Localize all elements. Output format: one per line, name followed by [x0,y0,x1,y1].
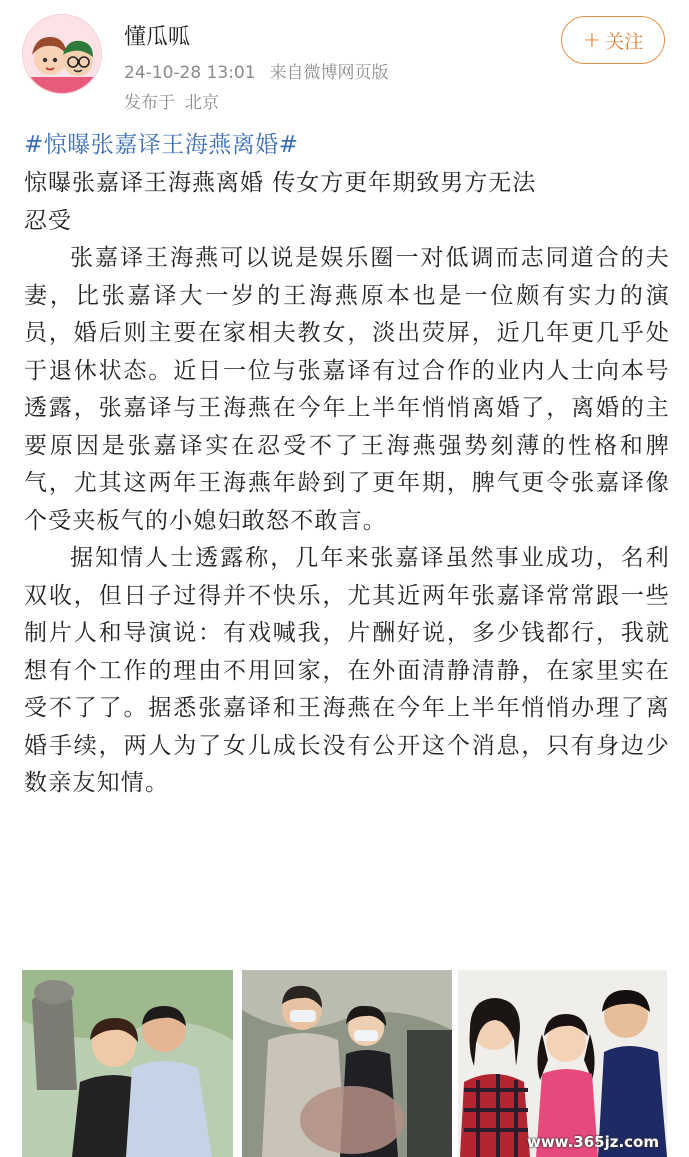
timestamp: 24-10-28 13:01 [124,63,256,83]
avatar[interactable] [22,14,102,94]
username[interactable]: 懂瓜呱 [124,25,191,50]
couple-photo-icon [22,970,233,1157]
photo-2[interactable] [242,970,452,1157]
photo-grid [22,970,667,1157]
post-title-line-2: 忍受 [24,208,72,234]
photo-1[interactable] [22,970,233,1157]
post-paragraph-2: 据知情人士透露称，几年来张嘉译虽然事业成功，名利双收，但日子过得并不快乐，尤其近两年张嘉译常常跟一些制片人和导演说：有戏喊我，片酬好说，多少钱都行，我就想有个工作的理由不用回家，在外面清静清静，在家里实在受不了了。据悉张嘉译和王海燕在今年上半年悄悄办理了离婚手续，两人为了女儿成长没有公开这个消息，只有身边少数亲友知情。 [24,545,670,796]
topic-hashtag-link[interactable]: #惊曝张嘉译王海燕离婚# [24,132,299,158]
post-meta [124,58,389,83]
photo-3[interactable] [458,970,667,1157]
follow-button[interactable] [561,16,665,64]
post-location [124,88,219,113]
location-city: 北京 [185,93,219,113]
post-header [0,0,689,125]
post-body [24,126,670,803]
street-photo-icon [242,970,452,1157]
post-source: 来自微博网页版 [269,63,389,83]
watermark-text: www.365jz.com [526,1133,659,1151]
location-prefix: 发布于 [124,93,175,113]
plus-icon: + [582,27,602,53]
family-photo-icon [458,970,667,1157]
cartoon-avatar-icon [23,15,102,94]
post-title-line-1: 惊曝张嘉译王海燕离婚 传女方更年期致男方无法 [24,170,537,196]
post-paragraph-1: 张嘉译王海燕可以说是娱乐圈一对低调而志同道合的夫妻，比张嘉译大一岁的王海燕原本也是一位颇有实力的演员，婚后则主要在家相夫教女，淡出荧屏，近几年更几乎处于退休状态。近日一位与张嘉译有过合作的业内人士向本号透露，张嘉译与王海燕在今年上半年悄悄离婚了，离婚的主要原因是张嘉译实在忍受不了王海燕强势刻薄的性格和脾气，尤其这两年王海燕年龄到了更年期，脾气更令张嘉译像个受夹板气的小媳妇敢怒不敢言。 [24,245,670,534]
follow-label: 关注 [605,30,644,53]
